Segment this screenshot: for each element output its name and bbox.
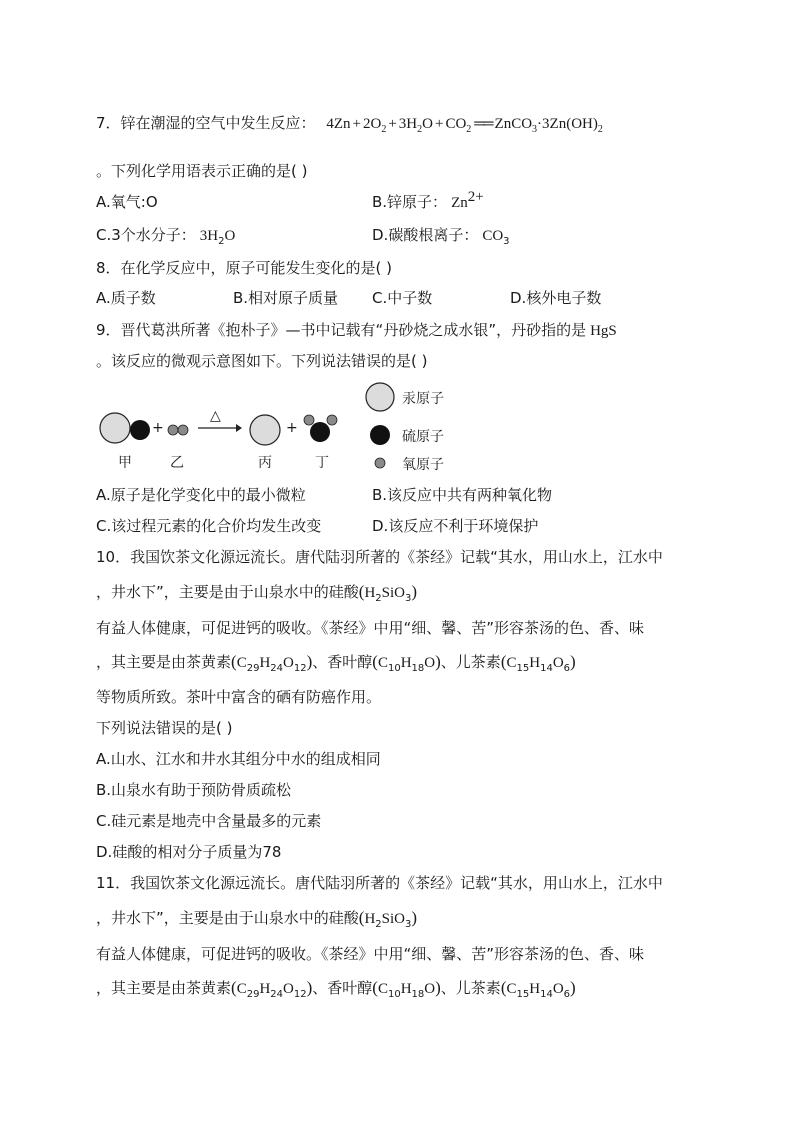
s-atom-reactant	[130, 420, 150, 440]
diagram-legend	[364, 380, 524, 480]
q10-line-5: 等物质所致。茶叶中富含的硒有防癌作用。	[96, 688, 382, 706]
q7-stem: 7．锌在潮湿的空气中发生反应：	[96, 114, 316, 132]
q7-option-c: C.3个水分子： $3H_2O$	[96, 226, 236, 247]
q9-option-c: C.该过程元素的化合价均发生改变	[96, 517, 322, 535]
label-bing: 丙	[258, 455, 272, 471]
legend-o-icon	[375, 458, 385, 468]
q10-line-4: ，其主要是由茶黄素$(C_{29}H_{24}O_{12})$、香叶醇$(C_{10}H_{18}O)$、儿茶素$(C_{15}H_{14}O_6)$	[96, 652, 576, 674]
q11-line-2: ，井水下”，主要是由于山泉水中的硅酸$(H_2SiO_3)$	[96, 908, 418, 930]
q10-option-a: A.山水、江水和井水其组分中水的组成相同	[96, 750, 381, 768]
q8-option-b: B.相对原子质量	[233, 289, 339, 307]
q9-stem2: 。该反应的微观示意图如下。下列说法错误的是( )	[96, 352, 428, 370]
q9-stem-line: 9．晋代葛洪所著《抱朴子》—书中记载有“丹砂烧之成水银”，丹砂指的是 HgS	[96, 321, 617, 339]
legend-hg-icon	[366, 383, 394, 411]
legend-hg-label: 汞原子	[402, 391, 444, 407]
q8-option-a: A.质子数	[96, 289, 156, 307]
o-atom-3	[304, 415, 314, 425]
q8-option-d: D.核外电子数	[510, 289, 602, 307]
label-jia: 甲	[118, 455, 132, 471]
plus-sign-2: +	[286, 420, 298, 436]
q11-line-4: ，其主要是由茶黄素$(C_{29}H_{24}O_{12})$、香叶醇$(C_{10}H_{18}O)$、儿茶素$(C_{15}H_{14}O_6)$	[96, 978, 576, 1000]
q10-option-d: D.硅酸的相对分子质量为78	[96, 843, 282, 861]
q11-line-1: 11．我国饮茶文化源远流长。唐代陆羽所著的《茶经》记载“其水，用山水上，江水中	[96, 874, 663, 892]
q7-equation: $4Zn + 2O_2 + 3H_2O + CO_2$ ══ $ZnCO_3\cdot 3Zn(OH)_2$	[326, 116, 603, 135]
q10-option-c: C.硅元素是地壳中含量最多的元素	[96, 812, 322, 830]
q7-option-d: D.碳酸根离子： $CO_3$	[372, 226, 510, 247]
q7-stem-line	[96, 112, 603, 135]
s-atom-product	[310, 422, 330, 442]
legend-svg	[364, 380, 398, 480]
q8-stem: 8．在化学反应中，原子可能发生变化的是( )	[96, 259, 393, 277]
legend-o-label: 氧原子	[402, 457, 444, 473]
legend-s-label: 硫原子	[402, 429, 444, 445]
plus-sign-1: +	[152, 420, 164, 436]
q7-stem2: 。下列化学用语表示正确的是( )	[96, 162, 308, 180]
q9-option-d: D.该反应不利于环境保护	[372, 517, 539, 535]
o-atom-4	[327, 415, 337, 425]
label-ding: 丁	[315, 455, 329, 471]
q9-option-a: A.原子是化学变化中的最小微粒	[96, 486, 306, 504]
label-yi: 乙	[170, 455, 184, 471]
o-atom-2	[178, 425, 188, 435]
q9-option-b: B.该反应中共有两种氧化物	[372, 486, 553, 504]
q10-line-2: ，井水下”，主要是由于山泉水中的硅酸$(H_2SiO_3)$	[96, 582, 418, 604]
q10-line-1: 10．我国饮茶文化源远流长。唐代陆羽所著的《茶经》记载“其水，用山水上，江水中	[96, 548, 663, 566]
o-atom-1	[168, 425, 178, 435]
q7-option-b: B.锌原子： $Zn^{2+}$	[372, 189, 484, 211]
hg-atom-reactant	[100, 413, 130, 443]
q11-line-3: 有益人体健康，可促进钙的吸收。《茶经》中用“细、馨、苦”形容茶汤的色、香、味	[96, 945, 645, 963]
q9-formula: HgS	[590, 323, 617, 339]
legend-s-icon	[370, 425, 390, 445]
q10-line-3: 有益人体健康，可促进钙的吸收。《茶经》中用“细、馨、苦”形容茶汤的色、香、味	[96, 619, 645, 637]
q7-option-a: A.氧气:O	[96, 193, 158, 211]
q10-option-b: B.山泉水有助于预防骨质疏松	[96, 781, 292, 799]
q8-option-c: C.中子数	[372, 289, 433, 307]
hg-atom-product	[250, 415, 280, 445]
heat-symbol: △	[210, 408, 221, 424]
q10-line-6: 下列说法错误的是( )	[96, 719, 233, 737]
